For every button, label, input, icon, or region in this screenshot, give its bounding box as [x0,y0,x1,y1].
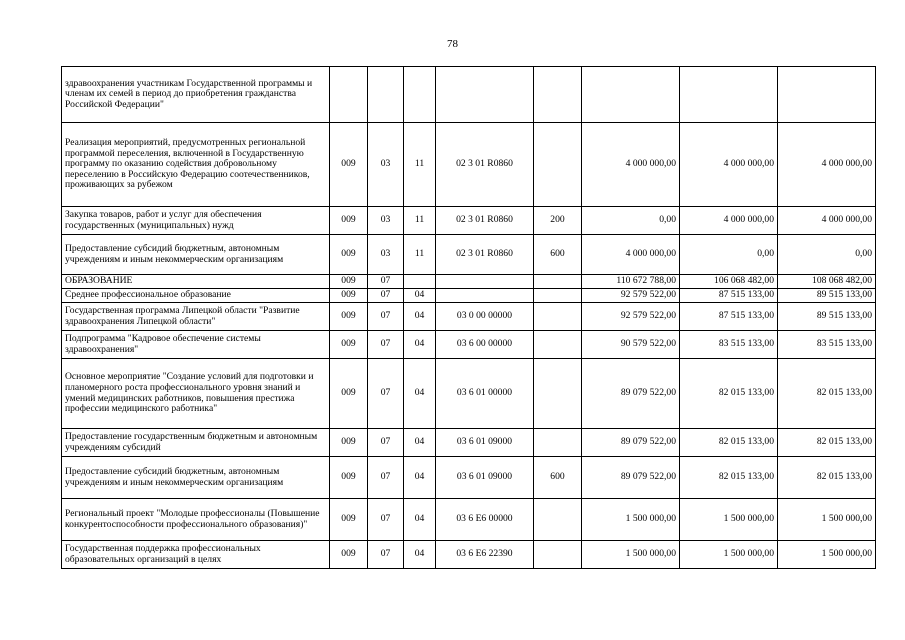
cell-amount-year2: 1 500 000,00 [680,499,778,541]
table-row [62,235,876,275]
row-name: Региональный проект "Молодые профессионалы (Повышение конкурентоспособности профессионального образования)" [62,499,330,541]
cell-glav [330,67,368,123]
cell-vr: 600 [534,235,582,275]
cell-rz [368,67,404,123]
cell-vr [534,429,582,457]
cell-pr: 04 [404,289,436,303]
cell-amount-year2: 4 000 000,00 [680,207,778,235]
cell-amount-year1: 0,00 [582,207,680,235]
cell-glav: 009 [330,289,368,303]
cell-csr: 03 0 00 00000 [436,303,534,331]
cell-vr [534,499,582,541]
budget-table [61,66,876,569]
cell-amount-year1: 89 079 522,00 [582,429,680,457]
cell-vr [534,289,582,303]
cell-csr: 02 3 01 R0860 [436,235,534,275]
row-name: Предоставление государственным бюджетным и автономным учреждениям субсидий [62,429,330,457]
cell-glav: 009 [330,499,368,541]
cell-amount-year2 [680,67,778,123]
cell-amount-year1: 1 500 000,00 [582,499,680,541]
cell-csr: 03 6 E6 22390 [436,541,534,569]
row-name: Предоставление субсидий бюджетным, автономным учреждениям и иным некоммерческим организациям [62,457,330,499]
cell-vr: 600 [534,457,582,499]
cell-vr [534,67,582,123]
cell-pr: 11 [404,235,436,275]
table-row [62,303,876,331]
cell-csr: 03 6 E6 00000 [436,499,534,541]
table-row [62,457,876,499]
cell-amount-year2: 82 015 133,00 [680,457,778,499]
cell-amount-year3 [778,67,876,123]
cell-rz: 03 [368,123,404,207]
cell-vr [534,331,582,359]
cell-glav: 009 [330,123,368,207]
cell-amount-year3: 89 515 133,00 [778,289,876,303]
cell-pr [404,67,436,123]
cell-rz: 03 [368,207,404,235]
cell-amount-year2: 82 015 133,00 [680,359,778,429]
cell-glav: 009 [330,457,368,499]
cell-glav: 009 [330,429,368,457]
row-name: Реализация мероприятий, предусмотренных региональной программой переселения, включенной в Государственную программу по оказанию содействия добровольному переселению в Российскую Федерацию соотечественников, проживающих за рубежом [62,123,330,207]
cell-vr [534,541,582,569]
cell-glav: 009 [330,331,368,359]
cell-amount-year1: 4 000 000,00 [582,235,680,275]
cell-csr: 03 6 01 09000 [436,457,534,499]
cell-pr: 11 [404,123,436,207]
cell-vr [534,303,582,331]
cell-glav: 009 [330,359,368,429]
table-row [62,499,876,541]
cell-amount-year3: 1 500 000,00 [778,541,876,569]
cell-csr [436,275,534,289]
table-row [62,67,876,123]
cell-amount-year3: 4 000 000,00 [778,207,876,235]
cell-amount-year3: 4 000 000,00 [778,123,876,207]
table-row [62,275,876,289]
cell-pr: 04 [404,303,436,331]
row-name: Предоставление субсидий бюджетным, автономным учреждениям и иным некоммерческим организациям [62,235,330,275]
cell-vr [534,123,582,207]
cell-glav: 009 [330,235,368,275]
cell-amount-year1: 110 672 788,00 [582,275,680,289]
cell-pr: 04 [404,457,436,499]
cell-glav: 009 [330,541,368,569]
cell-amount-year1: 92 579 522,00 [582,289,680,303]
cell-rz: 07 [368,541,404,569]
page-number: 78 [447,38,458,50]
cell-amount-year1: 1 500 000,00 [582,541,680,569]
cell-amount-year1: 90 579 522,00 [582,331,680,359]
cell-amount-year2: 4 000 000,00 [680,123,778,207]
cell-glav: 009 [330,275,368,289]
cell-glav: 009 [330,303,368,331]
cell-pr: 11 [404,207,436,235]
cell-csr [436,67,534,123]
cell-amount-year2: 82 015 133,00 [680,429,778,457]
cell-rz: 07 [368,457,404,499]
cell-csr: 02 3 01 R0860 [436,207,534,235]
cell-csr: 03 6 01 00000 [436,359,534,429]
cell-pr: 04 [404,331,436,359]
cell-amount-year3: 83 515 133,00 [778,331,876,359]
table-row [62,429,876,457]
cell-rz: 07 [368,303,404,331]
cell-rz: 07 [368,289,404,303]
cell-amount-year3: 1 500 000,00 [778,499,876,541]
table-row [62,359,876,429]
cell-amount-year3: 82 015 133,00 [778,429,876,457]
cell-rz: 07 [368,359,404,429]
cell-pr: 04 [404,429,436,457]
table-row [62,289,876,303]
cell-rz: 07 [368,429,404,457]
cell-amount-year2: 87 515 133,00 [680,289,778,303]
cell-glav: 009 [330,207,368,235]
cell-rz: 07 [368,499,404,541]
cell-vr [534,359,582,429]
cell-csr: 03 6 00 00000 [436,331,534,359]
row-name: Основное мероприятие "Создание условий для подготовки и планомерного роста профессионального уровня знаний и умений медицинских работников, повышения престижа профессии медицинского работника" [62,359,330,429]
cell-amount-year3: 0,00 [778,235,876,275]
cell-amount-year3: 82 015 133,00 [778,359,876,429]
cell-rz: 03 [368,235,404,275]
cell-amount-year1: 89 079 522,00 [582,457,680,499]
cell-rz: 07 [368,331,404,359]
cell-amount-year3: 82 015 133,00 [778,457,876,499]
cell-amount-year2: 1 500 000,00 [680,541,778,569]
row-name: Среднее профессиональное образование [62,289,330,303]
cell-rz: 07 [368,275,404,289]
row-name: Закупка товаров, работ и услуг для обеспечения государственных (муниципальных) нужд [62,207,330,235]
row-name: Государственная программа Липецкой области "Развитие здравоохранения Липецкой области" [62,303,330,331]
cell-pr: 04 [404,499,436,541]
row-name: Государственная поддержка профессиональных образовательных организаций в целях [62,541,330,569]
cell-amount-year1 [582,67,680,123]
cell-amount-year3: 108 068 482,00 [778,275,876,289]
table-row [62,331,876,359]
cell-amount-year1: 4 000 000,00 [582,123,680,207]
cell-amount-year3: 89 515 133,00 [778,303,876,331]
cell-amount-year2: 0,00 [680,235,778,275]
table-row [62,123,876,207]
cell-amount-year1: 92 579 522,00 [582,303,680,331]
cell-csr: 03 6 01 09000 [436,429,534,457]
cell-csr [436,289,534,303]
cell-amount-year2: 87 515 133,00 [680,303,778,331]
cell-amount-year2: 106 068 482,00 [680,275,778,289]
row-name: здравоохранения участникам Государственной программы и членам их семей в период до приобретения гражданства Российской Федерации" [62,67,330,123]
table-row [62,541,876,569]
cell-vr [534,275,582,289]
table-row [62,207,876,235]
cell-pr [404,275,436,289]
cell-pr: 04 [404,541,436,569]
row-name: Подпрограмма "Кадровое обеспечение системы здравоохранения" [62,331,330,359]
row-name: ОБРАЗОВАНИЕ [62,275,330,289]
cell-vr: 200 [534,207,582,235]
cell-amount-year2: 83 515 133,00 [680,331,778,359]
cell-amount-year1: 89 079 522,00 [582,359,680,429]
cell-csr: 02 3 01 R0860 [436,123,534,207]
cell-pr: 04 [404,359,436,429]
